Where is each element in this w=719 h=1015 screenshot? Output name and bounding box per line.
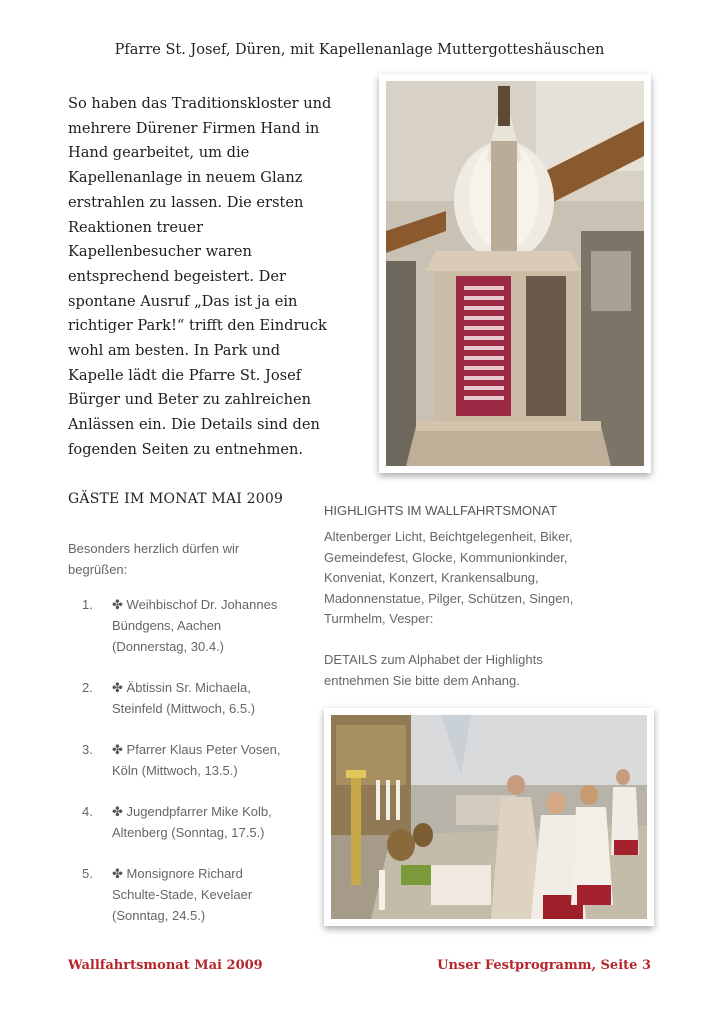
highlights-line: Gemeindefest, Glocke, Kommunionkinder, — [324, 549, 568, 565]
highlights-line: Madonnenstatue, Pilger, Schützen, Singen, — [324, 590, 574, 606]
highlights-line: Altenberger Licht, Beichtgelegenheit, Biker, — [324, 529, 573, 544]
intro-line: Kapelle lädt die Pfarre St. Josef — [68, 366, 302, 384]
highlights-list — [324, 527, 634, 630]
intro-line: spontane Ausruf „Das ist ja ein — [68, 292, 298, 310]
tower-dome-image — [386, 81, 644, 466]
guest-line: Köln (Mittwoch, 13.5.) — [112, 763, 238, 778]
guest-item — [82, 677, 312, 719]
footer-right: Unser Festprogramm, Seite 3 — [437, 958, 651, 973]
guest-line: Monsignore Richard — [126, 866, 243, 881]
guest-line: Äbtissin Sr. Michaela, — [126, 680, 251, 695]
intro-line: erstrahlen zu lassen. Die ersten — [68, 193, 304, 211]
highlights-line: Konveniat, Konzert, Krankensalbung, — [324, 570, 539, 585]
guest-number: 2. — [82, 680, 93, 695]
highlights-line: Turmhelm, Vesper: — [324, 611, 434, 626]
details-line: DETAILS zum Alphabet der Highlights — [324, 652, 543, 667]
highlights-heading: HIGHLIGHTS IM WALLFAHRTSMONAT — [324, 503, 558, 518]
guest-date: (Sonntag, 24.5.) — [112, 908, 206, 923]
intro-line: Bürger und Beter zu zahlreichen — [68, 391, 312, 409]
guest-line: Jugendpfarrer Mike Kolb, — [126, 804, 272, 819]
cross-icon: ✤ — [112, 866, 123, 881]
church-interior-photo — [324, 708, 654, 926]
guests-intro-line: Besonders herzlich dürfen wir — [68, 541, 240, 556]
guest-line: Schulte-Stade, Kevelaer — [112, 887, 253, 902]
guest-line: Altenberg (Sonntag, 17.5.) — [112, 825, 265, 840]
guest-line: Pfarrer Klaus Peter Vosen, — [126, 742, 281, 757]
intro-paragraph — [68, 92, 368, 463]
guests-intro-line: begrüßen: — [68, 562, 128, 577]
guests-intro — [68, 538, 298, 580]
footer-left: Wallfahrtsmonat Mai 2009 — [68, 958, 263, 973]
intro-line: Kapellenanlage in neuem Glanz — [68, 169, 303, 187]
guest-line: Steinfeld (Mittwoch, 6.5.) — [112, 701, 256, 716]
intro-line: Kapellenbesucher waren — [68, 243, 252, 261]
guest-item — [82, 801, 312, 843]
highlights-details — [324, 650, 634, 691]
intro-line: So haben das Traditionskloster und — [68, 95, 332, 112]
guest-date: (Donnerstag, 30.4.) — [112, 639, 225, 654]
guests-heading: GÄSTE IM MONAT MAI 2009 — [68, 491, 284, 507]
intro-line: wohl am besten. In Park und — [68, 342, 281, 360]
details-line: entnehmen Sie bitte dem Anhang. — [324, 672, 520, 688]
intro-line: fogenden Seiten zu entnehmen. — [68, 440, 303, 458]
page-header: Pfarre St. Josef, Düren, mit Kapellenanlage Muttergotteshäuschen — [114, 42, 605, 58]
cross-icon: ✤ — [112, 680, 123, 695]
guest-item — [82, 594, 312, 657]
guest-number: 1. — [82, 597, 93, 612]
intro-line: entsprechend begeistert. Der — [68, 267, 286, 285]
intro-line: Reaktionen treuer — [68, 218, 204, 236]
guest-item — [82, 863, 312, 926]
guest-line: Bündgens, Aachen — [112, 618, 222, 633]
tower-dome-photo — [379, 74, 651, 473]
church-interior-image — [331, 715, 647, 919]
guest-number: 3. — [82, 742, 93, 757]
intro-line: Anlässen ein. Die Details sind den — [68, 416, 320, 434]
guest-number: 5. — [82, 866, 93, 881]
cross-icon: ✤ — [112, 597, 123, 612]
intro-line: richtiger Park!“ trifft den Eindruck — [68, 317, 327, 335]
intro-line: Hand gearbeitet, um die — [68, 144, 250, 162]
cross-icon: ✤ — [112, 742, 123, 757]
guest-list — [82, 594, 312, 946]
guest-item — [82, 739, 312, 781]
intro-line: mehrere Dürener Firmen Hand in — [68, 119, 320, 137]
guest-number: 4. — [82, 804, 93, 819]
guest-line: Weihbischof Dr. Johannes — [126, 597, 278, 612]
cross-icon: ✤ — [112, 804, 123, 819]
